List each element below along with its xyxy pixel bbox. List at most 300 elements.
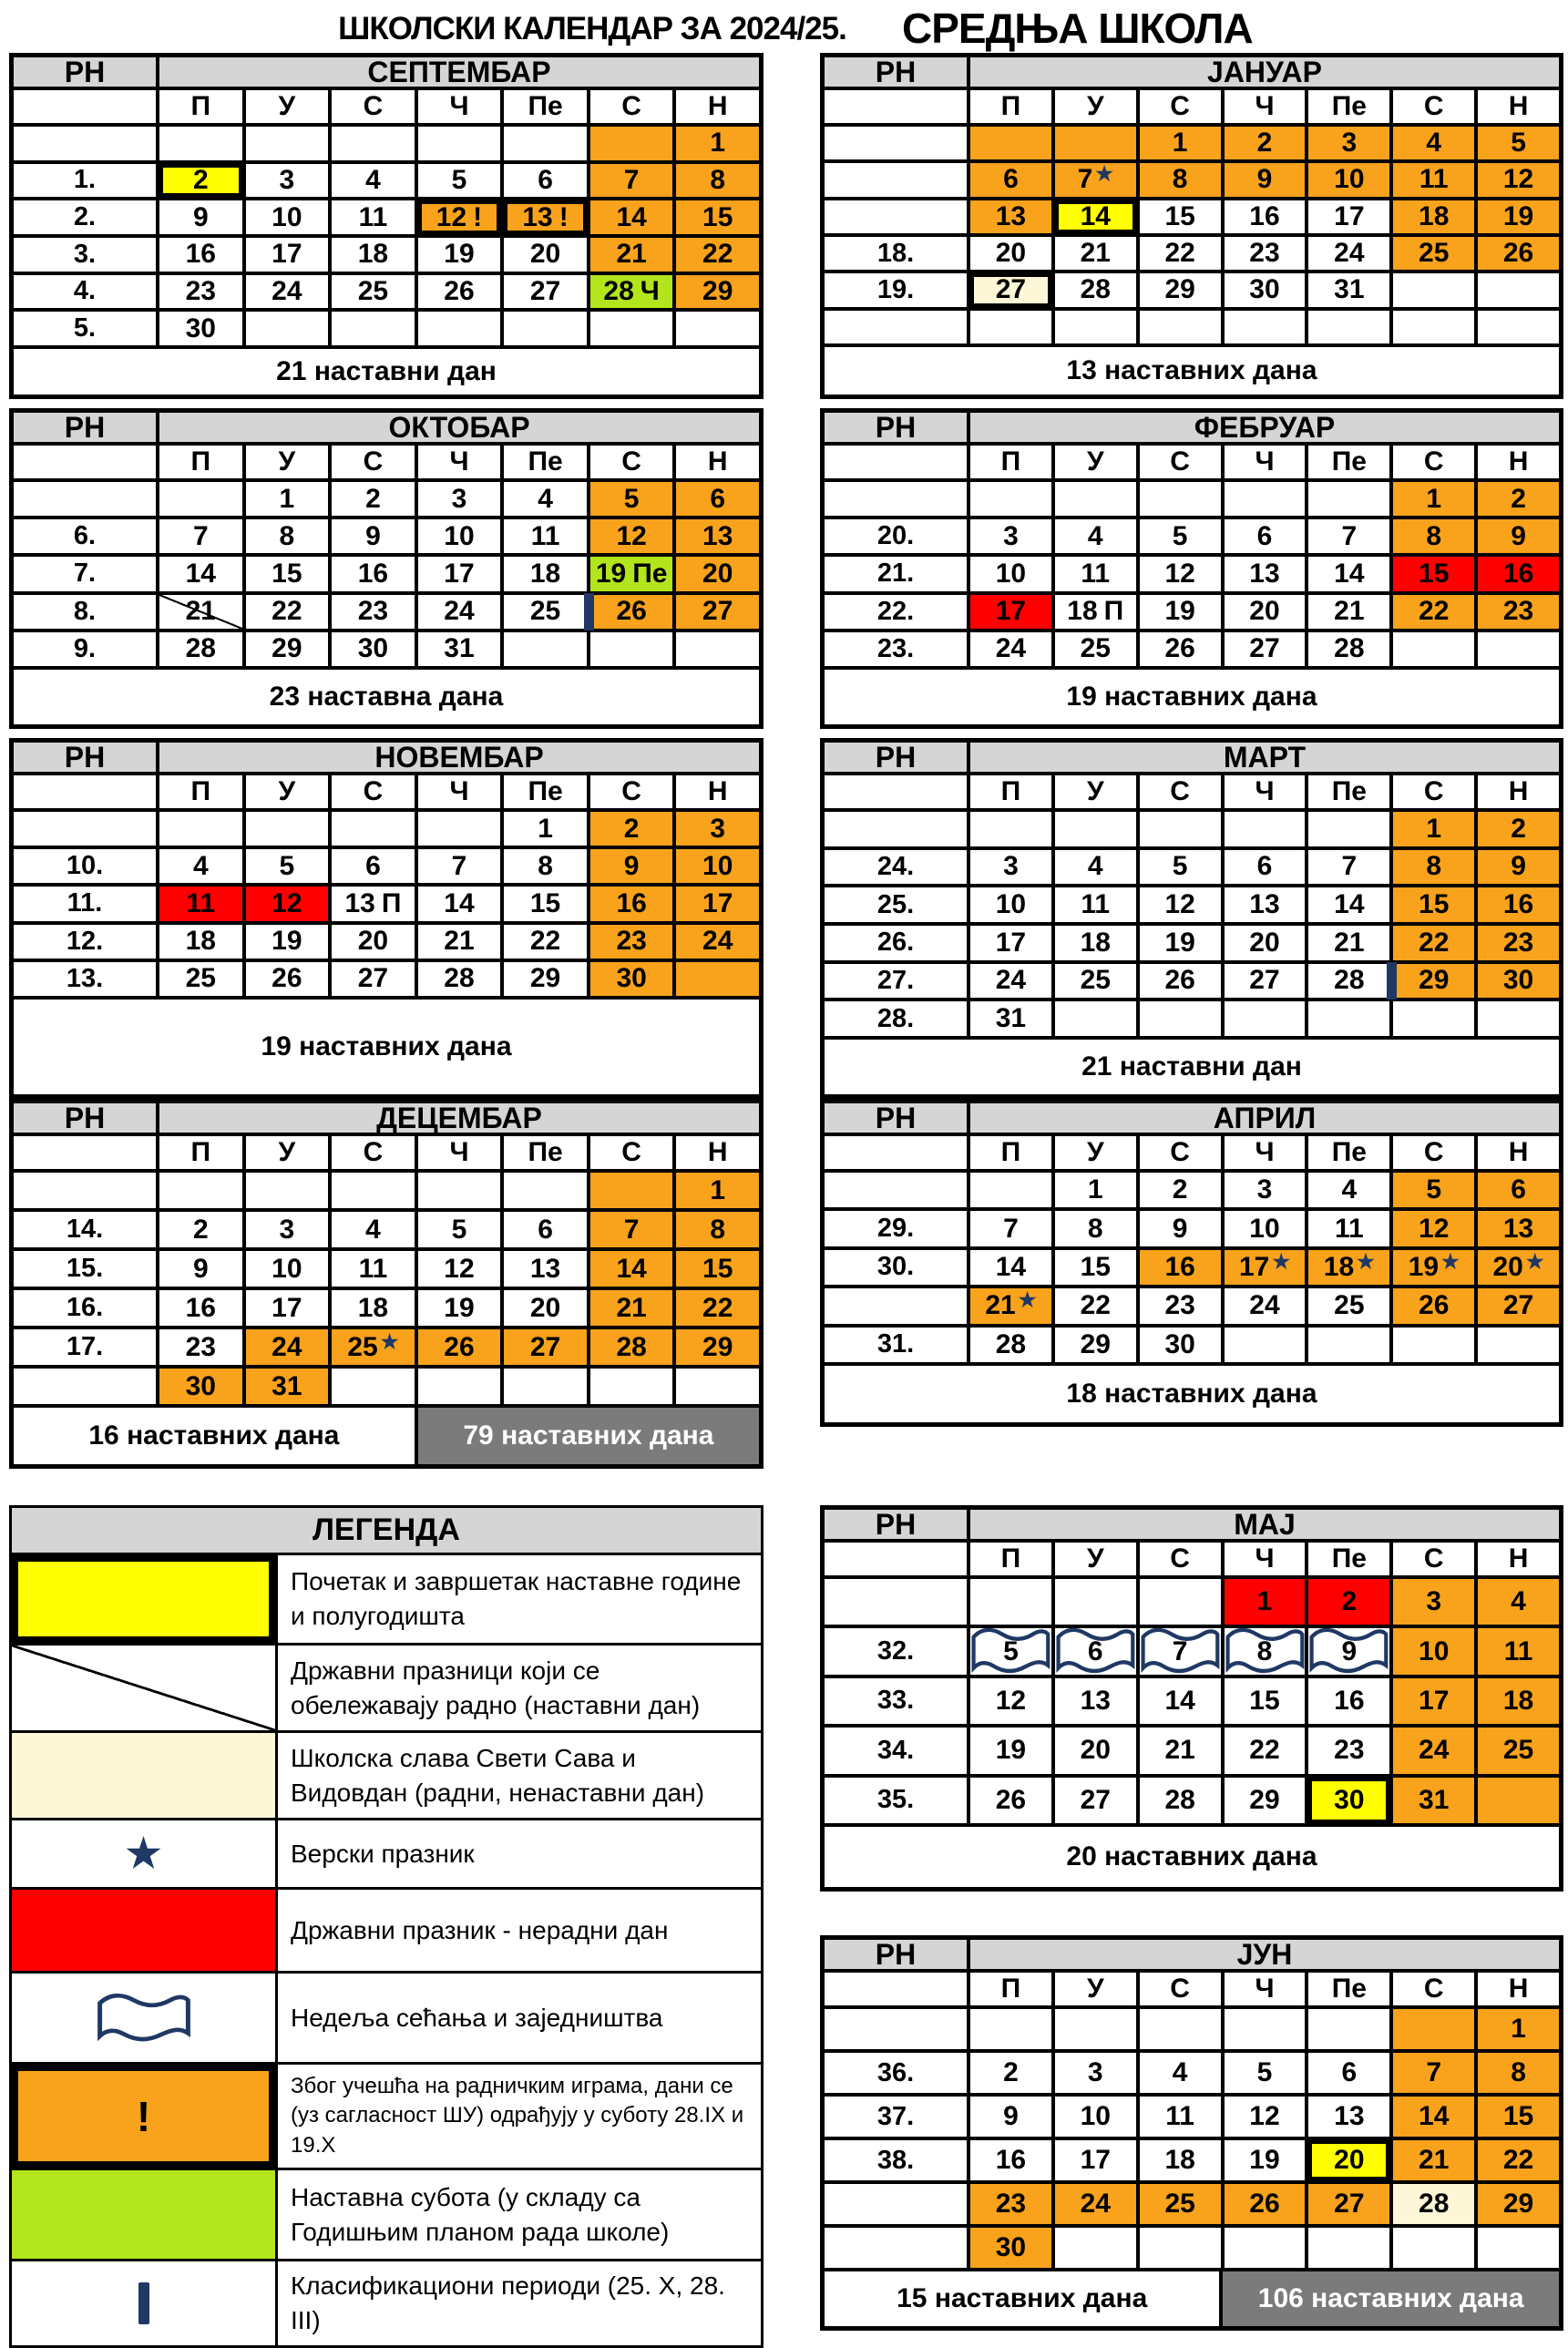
work-week-number: 2. <box>12 199 158 236</box>
day-cell-january <box>968 235 1053 272</box>
teaching-days-count: 21 наставни дан <box>12 347 761 396</box>
day-cell-november <box>158 847 244 885</box>
day-header-spacer <box>12 774 158 810</box>
work-week-number: 17. <box>12 1328 158 1367</box>
day-cell-june <box>1476 2138 1561 2182</box>
day-number: 28 <box>185 633 216 664</box>
day-cell-june <box>1053 2051 1138 2095</box>
week-row <box>823 593 1561 631</box>
work-week-number: 4. <box>12 273 158 311</box>
teaching-days-count: 18 наставних дана <box>823 1364 1561 1424</box>
day-header-cell: С <box>1391 1541 1476 1577</box>
day-cell-december <box>158 1288 244 1328</box>
day-header-row <box>823 88 1561 125</box>
day-cell-january <box>1307 161 1391 198</box>
day-number: 30 <box>185 1370 216 1401</box>
day-number: 11 <box>530 520 560 551</box>
day-cell-november <box>589 810 675 847</box>
day-number: 30 <box>357 633 389 664</box>
day-number: 7 <box>623 164 640 195</box>
day-header-spacer <box>823 774 968 810</box>
day-cell-september <box>502 162 589 200</box>
day-cell-september <box>244 310 331 347</box>
week-row <box>823 886 1561 924</box>
day-number: 28 <box>1080 274 1111 305</box>
day-number: 21 <box>1164 1735 1195 1766</box>
day-cell-march <box>1223 1000 1307 1038</box>
month-title: МАЈ <box>968 1508 1561 1541</box>
day-number: 17 <box>995 927 1027 958</box>
day-number: 8 <box>279 520 295 551</box>
day-cell-october <box>589 518 675 555</box>
day-cell-january <box>1391 272 1476 308</box>
day-cell-march <box>1391 848 1476 887</box>
day-cell-january <box>1307 309 1391 345</box>
day-number: 22 <box>702 239 733 270</box>
work-week-number: 11. <box>12 885 158 922</box>
day-cell-february <box>1223 518 1307 555</box>
day-number: 11 <box>1081 889 1111 920</box>
legend-item-text: Због учешћа на радничким играма, дани се (уз сагласност ШУ) одрађују у суботу 28.IX и 19.X <box>291 2074 744 2158</box>
day-cell-march <box>1223 962 1307 1000</box>
day-header-cell: Ч <box>416 444 503 480</box>
day-number: 14 <box>1080 200 1111 231</box>
week-row <box>823 848 1561 887</box>
day-cell-january <box>968 125 1053 161</box>
teaching-days-count: 16 наставних дана <box>12 1406 416 1466</box>
day-number: 15 <box>1502 2101 1534 2131</box>
day-cell-december <box>674 1328 761 1367</box>
day-cell-may <box>1053 1776 1138 1825</box>
day-number: 20 <box>1492 1251 1523 1282</box>
day-cell-march <box>968 962 1053 1000</box>
day-number: 23 <box>1164 1290 1195 1321</box>
day-number: 6 <box>1087 1635 1103 1666</box>
day-header-cell: П <box>968 88 1053 125</box>
day-header-cell: Пе <box>502 444 589 480</box>
day-cell-december <box>330 1328 416 1367</box>
day-cell-may <box>968 1726 1053 1775</box>
work-week-number <box>823 309 968 345</box>
day-cell-december <box>330 1249 416 1288</box>
month-header-row <box>823 411 1561 444</box>
day-cell-december <box>502 1210 589 1249</box>
day-number: 7 <box>1341 851 1358 882</box>
day-cell-november <box>502 885 589 922</box>
day-cell-december <box>589 1367 675 1406</box>
day-header-cell: Пе <box>502 88 589 125</box>
week-row <box>12 125 761 162</box>
month-title: ЈУН <box>968 1938 1561 1971</box>
day-number: 16 <box>1249 200 1280 231</box>
day-cell-december <box>158 1210 244 1249</box>
day-number: 17 <box>995 596 1027 627</box>
day-cell-november <box>244 923 331 960</box>
day-cell-may <box>1138 1577 1223 1626</box>
day-cell-january <box>1391 309 1476 345</box>
day-cell-october <box>589 631 675 668</box>
week-row <box>12 1328 761 1367</box>
day-cell-june <box>1476 2182 1561 2226</box>
classification-period-marker <box>584 593 594 631</box>
day-number: 22 <box>1419 596 1450 627</box>
day-number: 24 <box>702 926 733 957</box>
day-number: 13 <box>522 201 553 232</box>
day-number: 6 <box>1511 1174 1526 1205</box>
day-cell-december <box>589 1249 675 1288</box>
rn-header-label: РН <box>823 56 968 88</box>
day-number: 11 <box>186 887 216 918</box>
day-number: 26 <box>444 275 475 306</box>
day-number: 19 <box>272 926 302 957</box>
day-cell-april <box>968 1171 1053 1209</box>
day-cell-april <box>1307 1171 1391 1209</box>
day-number: 6 <box>538 164 553 195</box>
month-footer-row <box>12 998 761 1096</box>
day-cell-december <box>244 1328 331 1367</box>
day-number: 26 <box>1164 965 1195 996</box>
day-header-row <box>12 444 761 480</box>
day-number: 30 <box>1249 274 1280 305</box>
day-cell-january <box>1307 125 1391 161</box>
work-week-number <box>823 1287 968 1325</box>
day-cell-january <box>1053 309 1138 345</box>
day-cell-march <box>1053 962 1138 1000</box>
day-cell-february <box>1223 555 1307 592</box>
day-cell-september <box>416 162 503 200</box>
day-cell-september <box>158 199 244 236</box>
work-week-number: 18. <box>823 235 968 272</box>
day-number: 6 <box>365 850 381 881</box>
day-number: 16 <box>185 1292 216 1323</box>
teaching-days-count: 19 наставних дана <box>823 668 1561 726</box>
day-number: 28 <box>1334 965 1365 996</box>
day-number: 8 <box>1172 164 1188 195</box>
day-number: 17 <box>702 887 733 918</box>
day-cell-september <box>158 273 244 311</box>
day-header-cell: С <box>330 774 416 810</box>
day-header-spacer <box>12 1134 158 1171</box>
day-cell-april <box>1307 1326 1391 1364</box>
religious-holiday-star-icon: ★ <box>1018 1288 1037 1312</box>
day-cell-february <box>1138 480 1223 518</box>
work-week-number <box>823 480 968 518</box>
day-number: 10 <box>1419 1635 1450 1666</box>
day-cell-february <box>1476 518 1561 555</box>
day-number: 2 <box>1172 1174 1188 1205</box>
month-title: НОВЕМБАР <box>158 741 761 774</box>
day-number: 4 <box>1087 851 1103 882</box>
legend-item-text: Класификациони периоди (25. X, 28. III) <box>291 2271 725 2334</box>
day-cell-april <box>1476 1248 1561 1287</box>
day-number: 14 <box>444 887 475 918</box>
day-number: 8 <box>1256 1635 1273 1666</box>
day-header-cell: С <box>330 88 416 125</box>
day-header-cell: С <box>1391 1971 1476 2007</box>
day-cell-october <box>330 593 416 631</box>
day-number: 27 <box>529 275 561 306</box>
day-cell-december <box>244 1249 331 1288</box>
day-cell-january <box>1476 199 1561 235</box>
work-week-number: 20. <box>823 518 968 555</box>
week-row <box>12 923 761 960</box>
day-number: 3 <box>1341 128 1358 159</box>
day-number: 30 <box>1502 965 1534 996</box>
day-cell-april <box>1138 1248 1223 1287</box>
day-cell-march <box>1223 848 1307 887</box>
day-number: 22 <box>1419 927 1450 958</box>
rn-header-label: РН <box>12 411 158 444</box>
day-cell-january <box>1391 161 1476 198</box>
day-cell-january <box>1138 125 1223 161</box>
day-cell-march <box>968 810 1053 848</box>
day-cell-february <box>1138 555 1223 592</box>
day-number: 28 <box>1419 2189 1450 2219</box>
day-number: 29 <box>1502 2189 1534 2219</box>
day-cell-march <box>1138 1000 1223 1038</box>
day-header-cell: Ч <box>416 88 503 125</box>
day-cell-january <box>1307 272 1391 308</box>
day-number: 27 <box>995 274 1027 305</box>
day-cell-june <box>1223 2182 1307 2226</box>
day-number: 23 <box>357 596 389 627</box>
legend-item-text: Наставна субота (у складу са Годишњим планом рада школе) <box>291 2182 670 2246</box>
day-number: 12 <box>1164 889 1195 920</box>
day-number: 4 <box>1511 1586 1526 1617</box>
day-cell-december <box>158 1249 244 1288</box>
day-cell-may <box>1053 1626 1138 1676</box>
day-cell-december <box>589 1171 675 1210</box>
day-number: 21 <box>616 1292 647 1323</box>
day-number: 24 <box>1249 1290 1280 1321</box>
day-number: 19 <box>1164 927 1195 958</box>
day-number: 19 <box>1249 2145 1280 2175</box>
day-header-cell: П <box>968 1971 1053 2007</box>
work-week-number: 22. <box>823 593 968 631</box>
day-number: 8 <box>710 1214 726 1245</box>
day-cell-june <box>1391 2226 1476 2270</box>
day-header-row <box>823 444 1561 480</box>
day-number: 24 <box>1419 1735 1450 1766</box>
day-number: 26 <box>444 1331 475 1362</box>
day-header-cell: С <box>1138 774 1223 810</box>
day-number: 16 <box>995 2145 1027 2175</box>
day-number: 30 <box>616 963 647 994</box>
day-header-cell: П <box>968 1541 1053 1577</box>
work-week-number: 36. <box>823 2051 968 2095</box>
day-cell-march <box>1223 924 1307 962</box>
day-cell-november <box>674 885 761 922</box>
work-week-number: 5. <box>12 310 158 347</box>
day-header-cell: С <box>330 444 416 480</box>
week-row <box>12 847 761 885</box>
day-header-cell: У <box>1053 1971 1138 2007</box>
day-header-row <box>823 774 1561 810</box>
day-cell-september <box>589 273 675 311</box>
day-cell-october <box>416 518 503 555</box>
day-cell-february <box>968 518 1053 555</box>
work-week-number: 33. <box>823 1676 968 1726</box>
day-number: 4 <box>1087 520 1103 551</box>
rn-header-label: РН <box>823 411 968 444</box>
day-number: 15 <box>1164 200 1195 231</box>
work-week-number <box>12 480 158 518</box>
day-number: 28 <box>616 1331 647 1362</box>
day-cell-may <box>1391 1626 1476 1676</box>
day-cell-september <box>416 273 503 311</box>
day-header-cell: Н <box>1476 1971 1561 2007</box>
day-number: 3 <box>451 483 467 514</box>
day-cell-april <box>1223 1326 1307 1364</box>
day-number: 11 <box>1165 2101 1194 2131</box>
day-number: 15 <box>1419 889 1450 920</box>
day-cell-december <box>502 1249 589 1288</box>
day-number: 21 <box>616 239 647 270</box>
day-number: 27 <box>1249 633 1280 664</box>
day-number: 10 <box>272 1253 302 1284</box>
day-header-spacer <box>823 1134 968 1171</box>
work-week-number <box>823 199 968 235</box>
week-row <box>823 2182 1561 2226</box>
work-week-number: 12. <box>12 923 158 960</box>
day-cell-june <box>1223 2051 1307 2095</box>
day-number: 17 <box>1419 1685 1450 1716</box>
day-header-cell: С <box>1138 1134 1223 1171</box>
day-header-row <box>12 774 761 810</box>
day-number: 12 <box>616 520 647 551</box>
day-number: 22 <box>1080 1290 1111 1321</box>
day-cell-september <box>674 310 761 347</box>
day-number: 29 <box>702 1331 733 1362</box>
day-number: 3 <box>279 164 295 195</box>
day-number: 5 <box>1172 851 1188 882</box>
day-cell-march <box>1476 924 1561 962</box>
day-header-cell: С <box>589 1134 675 1171</box>
day-number: 2 <box>1256 128 1273 159</box>
day-cell-september <box>330 273 416 311</box>
day-cell-october <box>502 480 589 518</box>
day-cell-november <box>416 885 503 922</box>
day-cell-may <box>1138 1726 1223 1775</box>
day-cell-may <box>968 1577 1053 1626</box>
day-cell-march <box>1053 886 1138 924</box>
day-suffix-mark: ! <box>473 201 483 232</box>
month-footer-row <box>12 668 761 726</box>
day-number: 29 <box>272 633 302 664</box>
day-cell-september <box>244 162 331 200</box>
day-cell-february <box>968 480 1053 518</box>
day-cell-may <box>1307 1676 1391 1726</box>
day-cell-june <box>1138 2095 1223 2138</box>
day-number: 18 <box>1164 2145 1195 2175</box>
day-cell-march <box>1053 848 1138 887</box>
day-cell-december <box>330 1288 416 1328</box>
day-number: 3 <box>1087 2057 1103 2087</box>
day-cell-january <box>1223 235 1307 272</box>
day-cell-january <box>1391 199 1476 235</box>
day-cell-june <box>1476 2007 1561 2051</box>
day-cell-october <box>502 631 589 668</box>
day-number: 25 <box>1164 2189 1195 2219</box>
day-cell-june <box>1391 2138 1476 2182</box>
month-header-row <box>12 56 761 88</box>
day-number: 27 <box>1334 2189 1365 2219</box>
day-header-cell: Пе <box>1307 1971 1391 2007</box>
day-cell-september <box>158 310 244 347</box>
day-cell-october <box>674 593 761 631</box>
day-cell-may <box>1391 1577 1476 1626</box>
day-number: 9 <box>192 1253 209 1284</box>
day-number: 19 <box>595 558 627 589</box>
day-cell-may <box>968 1676 1053 1726</box>
week-row <box>12 199 761 236</box>
day-header-cell: С <box>589 444 675 480</box>
day-cell-april <box>1307 1287 1391 1325</box>
day-cell-september <box>244 236 331 273</box>
day-cell-september <box>589 310 675 347</box>
day-number: 27 <box>357 963 389 994</box>
day-number: 10 <box>1334 164 1365 195</box>
day-number: 21 <box>185 596 216 627</box>
day-cell-april <box>968 1287 1053 1325</box>
day-number: 26 <box>1249 2189 1280 2219</box>
work-week-number: 34. <box>823 1726 968 1775</box>
day-cell-march <box>1391 924 1476 962</box>
day-header-cell: Ч <box>1223 1134 1307 1171</box>
work-week-number: 10. <box>12 847 158 885</box>
week-row <box>12 631 761 668</box>
day-cell-september <box>158 125 244 162</box>
day-cell-november <box>674 810 761 847</box>
day-cell-january <box>968 199 1053 235</box>
day-cell-september <box>674 273 761 311</box>
day-number: 20 <box>702 558 733 589</box>
week-row <box>12 1210 761 1249</box>
day-cell-september <box>589 125 675 162</box>
day-cell-april <box>1138 1171 1223 1209</box>
day-number: 22 <box>1164 238 1195 269</box>
day-cell-june <box>1476 2226 1561 2270</box>
day-cell-february <box>1223 593 1307 631</box>
legend-items <box>12 1555 761 2345</box>
day-cell-may <box>1476 1726 1561 1775</box>
day-cell-january <box>1476 272 1561 308</box>
religious-holiday-star-icon: ★ <box>1272 1249 1291 1273</box>
day-cell-december <box>416 1210 503 1249</box>
day-number: 6 <box>1003 164 1019 195</box>
day-cell-january <box>1223 272 1307 308</box>
day-number: 7 <box>1341 520 1358 551</box>
day-header-spacer <box>823 88 968 125</box>
day-number: 1 <box>1511 2014 1526 2044</box>
day-cell-may <box>1476 1776 1561 1825</box>
day-number: 19 <box>1408 1251 1440 1282</box>
work-week-number: 30. <box>823 1248 968 1287</box>
day-suffix-mark: Пе <box>632 558 668 589</box>
day-cell-april <box>1476 1287 1561 1325</box>
day-cell-june <box>1307 2007 1391 2051</box>
day-cell-september <box>330 236 416 273</box>
week-row <box>823 962 1561 1000</box>
day-cell-january <box>1138 235 1223 272</box>
semester-total-days-count: 79 наставних дана <box>416 1406 761 1466</box>
legend-swatch-green <box>12 2170 278 2259</box>
day-cell-march <box>1307 848 1391 887</box>
day-cell-june <box>1223 2226 1307 2270</box>
work-week-number: 14. <box>12 1210 158 1249</box>
day-header-cell: С <box>330 1134 416 1171</box>
day-cell-october <box>416 593 503 631</box>
